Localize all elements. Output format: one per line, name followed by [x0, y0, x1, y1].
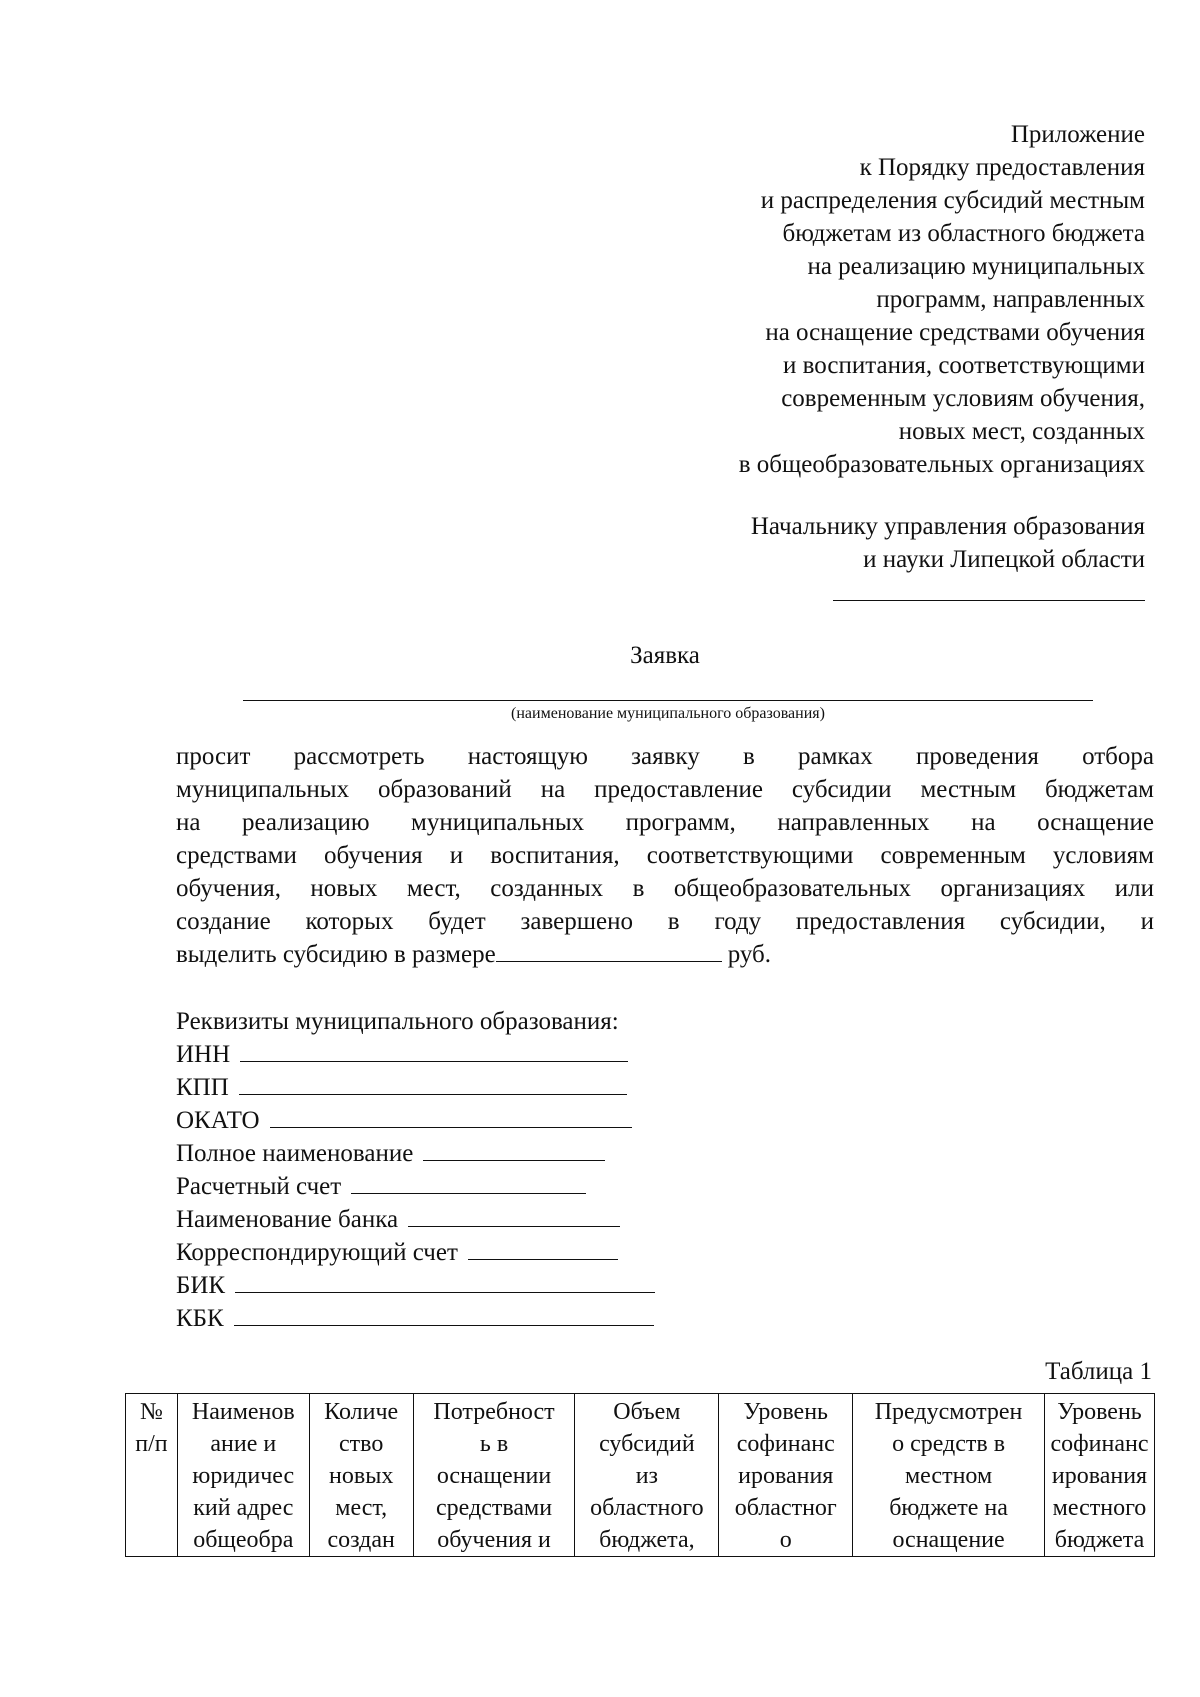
body-line: муниципальных образований на предоставление субсидии местным бюджетам — [176, 776, 1154, 803]
kbk-blank[interactable] — [234, 1303, 654, 1326]
requisite-row-kpp — [176, 1071, 655, 1104]
requisites-heading: Реквизиты муниципального образования: — [176, 1008, 619, 1035]
table-header-cell: Количе ство новых мест, создан — [309, 1394, 413, 1557]
requisite-row-kbk — [176, 1302, 655, 1335]
table-header-cell: Уровень софинанс ирования местного бюджета — [1044, 1394, 1154, 1557]
requisite-row-inn — [176, 1038, 655, 1071]
full-name-blank[interactable] — [423, 1138, 605, 1161]
addressee-block — [585, 510, 1145, 610]
account-blank[interactable] — [351, 1171, 586, 1194]
requisite-row-okato — [176, 1104, 655, 1137]
requisite-row-full-name — [176, 1137, 655, 1170]
requisite-label: КБК — [176, 1305, 224, 1332]
body-line-amount — [176, 938, 1154, 971]
table-header-cell: № п/п — [126, 1394, 178, 1557]
requisites-block — [176, 1005, 655, 1335]
municipality-name-blank[interactable] — [243, 700, 1093, 701]
requisite-label: Расчетный счет — [176, 1173, 342, 1200]
requisite-label: БИК — [176, 1272, 226, 1299]
requisite-label: ОКАТО — [176, 1107, 260, 1134]
addressee-line: и науки Липецкой области — [863, 546, 1145, 573]
requisite-row-corr-account — [176, 1236, 655, 1269]
kpp-blank[interactable] — [239, 1072, 627, 1095]
table-header-cell: Уровень софинанс ирования областног о — [719, 1394, 853, 1557]
amount-prefix: выделить субсидию в размере — [176, 941, 496, 968]
table-header-cell: Наименов ание и юридичес кий адрес общеобра — [177, 1394, 309, 1557]
appendix-block — [585, 118, 1145, 481]
table-label: Таблица 1 — [1045, 1358, 1152, 1385]
table-header-row — [126, 1394, 1155, 1557]
table-header-cell: Предусмотрен о средств в местном бюджете на оснащение — [853, 1394, 1045, 1557]
requisite-row-bank — [176, 1203, 655, 1236]
bank-name-blank[interactable] — [408, 1204, 620, 1227]
requisite-label: Корреспондирующий счет — [176, 1239, 458, 1266]
body-line: просит рассмотреть настоящую заявку в рамках проведения отбора — [176, 743, 1154, 770]
corr-account-blank[interactable] — [468, 1237, 618, 1260]
amount-suffix: руб. — [727, 941, 772, 968]
appendix-line: современным условиям обучения, — [781, 385, 1145, 412]
addressee-name-blank[interactable] — [833, 578, 1145, 601]
inn-blank[interactable] — [240, 1039, 628, 1062]
requisite-label: Полное наименование — [176, 1140, 414, 1167]
requisite-row-bik — [176, 1269, 655, 1302]
subsidy-table — [125, 1393, 1155, 1557]
amount-blank[interactable] — [496, 939, 722, 962]
requisite-label: КПП — [176, 1074, 229, 1101]
appendix-line: и воспитания, соответствующими — [783, 352, 1145, 379]
appendix-line: на реализацию муниципальных — [807, 253, 1145, 280]
body-line: создание которых будет завершено в году предоставления субсидии, и — [176, 908, 1154, 935]
appendix-line: и распределения субсидий местным — [760, 187, 1145, 214]
requisite-row-account — [176, 1170, 655, 1203]
appendix-line: к Порядку предоставления — [859, 154, 1145, 181]
addressee-line: Начальнику управления образования — [750, 513, 1145, 540]
okato-blank[interactable] — [270, 1105, 632, 1128]
appendix-line: программ, направленных — [876, 286, 1145, 313]
appendix-line: бюджетам из областного бюджета — [782, 220, 1145, 247]
table-header-cell: Потребност ь в оснащении средствами обучения и — [413, 1394, 575, 1557]
municipality-caption: (наименование муниципального образования) — [511, 705, 825, 722]
body-line: на реализацию муниципальных программ, направленных на оснащение — [176, 809, 1154, 836]
appendix-line: Приложение — [1010, 121, 1145, 148]
body-line: средствами обучения и воспитания, соответствующими современным условиям — [176, 842, 1154, 869]
document-title: Заявка — [630, 642, 700, 669]
requisite-label: Наименование банка — [176, 1206, 399, 1233]
table-header-cell: Объем субсидий из областного бюджета, — [575, 1394, 719, 1557]
bik-blank[interactable] — [235, 1270, 655, 1293]
appendix-line: на оснащение средствами обучения — [765, 319, 1145, 346]
request-body — [176, 740, 1154, 971]
requisite-label: ИНН — [176, 1041, 231, 1068]
appendix-line: новых мест, созданных — [898, 418, 1145, 445]
appendix-line: в общеобразовательных организациях — [738, 451, 1145, 478]
body-line: обучения, новых мест, созданных в общеобразовательных организациях или — [176, 875, 1154, 902]
